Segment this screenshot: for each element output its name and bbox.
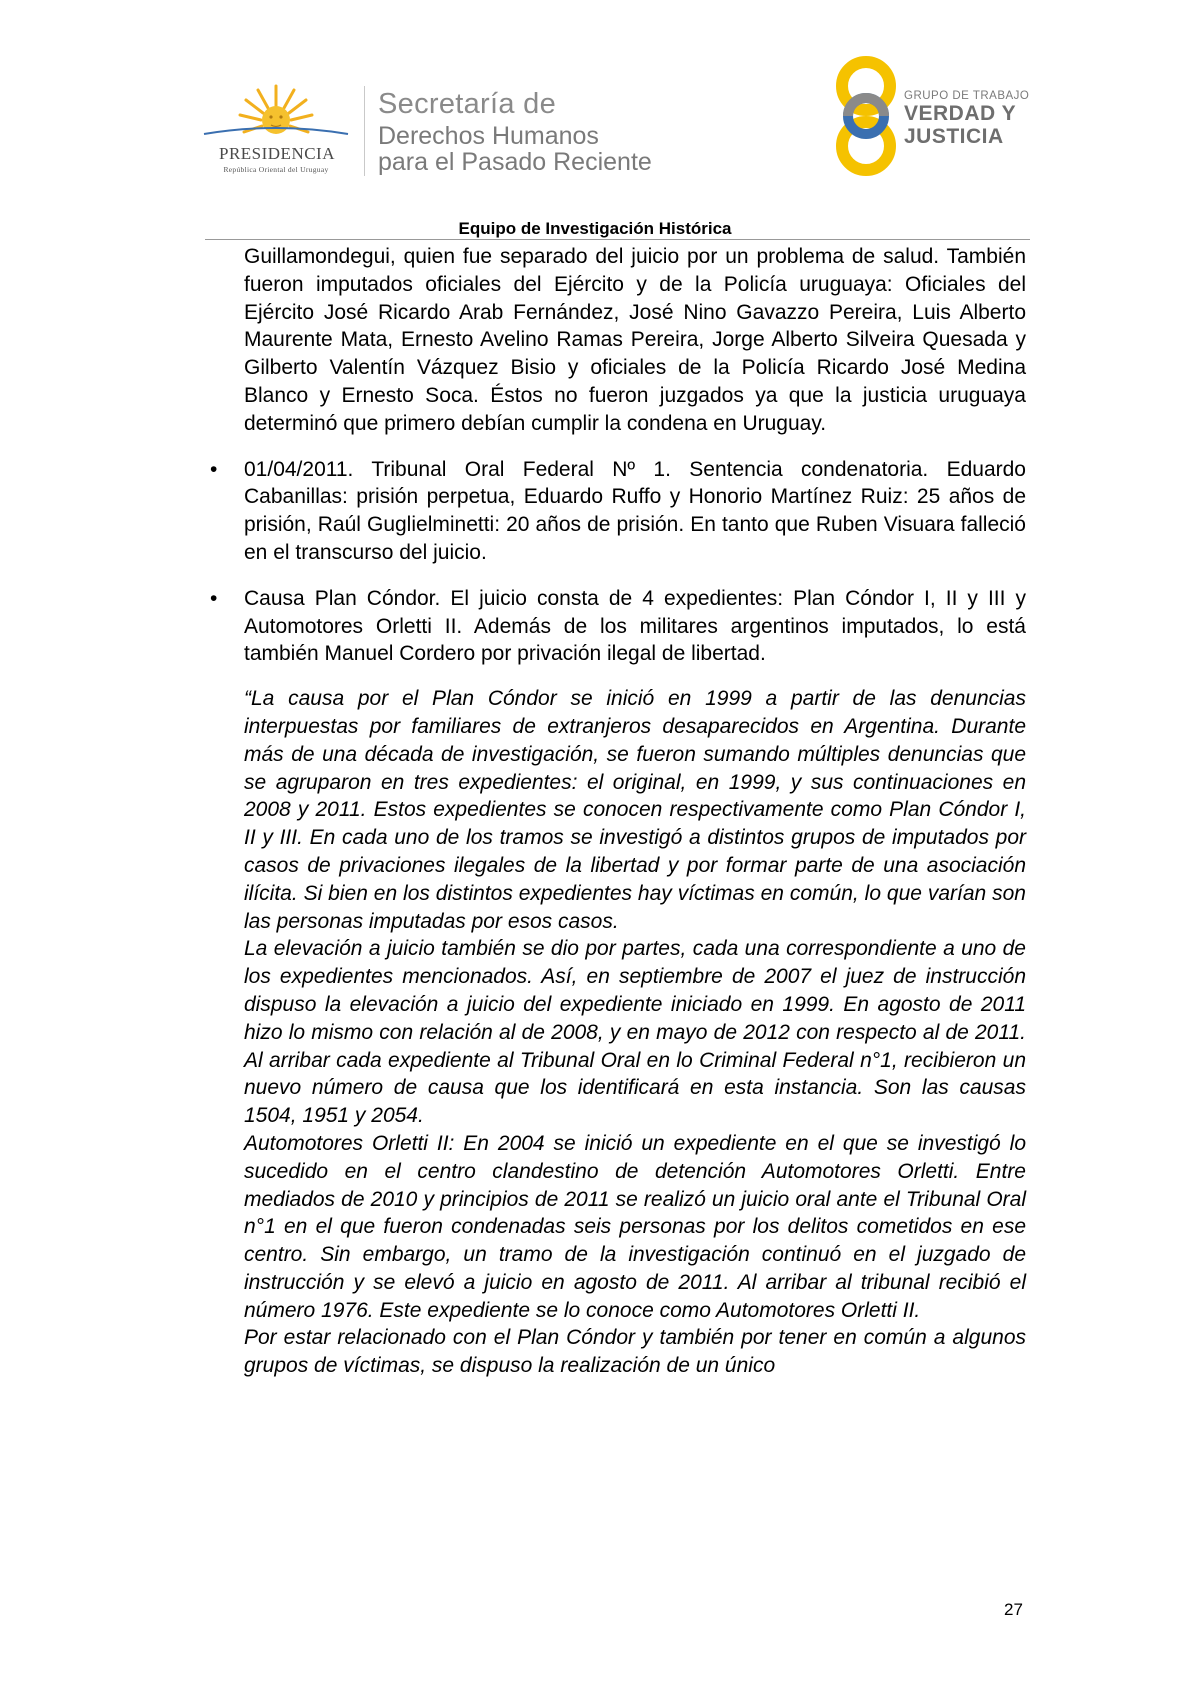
quote-paragraph: La elevación a juicio también se dio por partes, cada una correspondiente a uno de los expedientes mencionados. Así, en septiembre de 2007 el juez de instrucción dispuso la elevación a juicio del expediente iniciado en 1999. En agosto de 2011 hizo lo mismo con relación al de 2008, y en mayo de 2012 con respecto al de 2011. Al arribar cada expediente al Tribunal Oral en lo Criminal Federal n°1, recibieron un nuevo número de causa que los identificará en esta instancia. Son las causas 1504, 1951 y 2054. bbox=[244, 937, 1026, 1128]
quote-paragraph: Automotores Orletti II: En 2004 se inició un expediente en el que se investigó lo sucedido en el centro clandestino de detención Automotores Orletti. Entre mediados de 2010 y principios de 2011 se realizó un juicio oral ante el Tribunal Oral n°1 en el que fueron condenadas seis personas por los delitos cometidos en ese centro. Sin embargo, un tramo de la investigación continuó en el juzgado de instrucción y se elevó a juicio en agosto de 2011. Al arribar al tribunal recibió el número 1976. Este expediente se lo conoce como Automotores Orletti II. bbox=[244, 1131, 1026, 1322]
secretaria-line-2: Derechos Humanos bbox=[378, 122, 599, 150]
logo-divider bbox=[364, 86, 365, 176]
intro-paragraph: Guillamondegui, quien fue separado del juicio por un problema de salud. También fueron imputados oficiales del Ejército y de la Policía uruguaya: Oficiales del Ejército José Ricardo Arab Fernández, José Nino Gavazzo Pereira, Luis Alberto Maurente Mata, Ernesto Avelino Ramas Pereira, Jorge Alberto Silveira Quesada y Gilberto Valentín Vázquez Bisio y oficiales de la Policía Ricardo José Medina Blanco y Ernesto Soca. Éstos no fueron juzgados ya que la justicia uruguaya determinó que primero debían cumplir la condena en Uruguay. bbox=[244, 245, 1026, 435]
list-item bbox=[210, 585, 1026, 668]
bullet-icon: • bbox=[210, 586, 218, 610]
bullet-icon: • bbox=[210, 457, 218, 481]
secretaria-line-3: para el Pasado Reciente bbox=[378, 148, 652, 176]
presidencia-title: PRESIDENCIA bbox=[218, 144, 335, 163]
page-header bbox=[0, 0, 1190, 240]
page-number: 27 bbox=[1004, 1600, 1023, 1619]
grupo-title-line-2: JUSTICIA bbox=[904, 125, 1004, 148]
list-item-text: Causa Plan Cóndor. El juicio consta de 4 expedientes: Plan Cóndor I, II y III y Automotores Orletti II. Además de los militares argentinos imputados, lo está también Manuel Cordero por privación ilegal de libertad. bbox=[244, 586, 1026, 666]
page-body bbox=[210, 243, 1026, 1380]
team-heading: Equipo de Investigación Histórica bbox=[458, 219, 732, 238]
list-item-text: 01/04/2011. Tribunal Oral Federal Nº 1. Sentencia condenatoria. Eduardo Cabanillas: prisión perpetua, Eduardo Ruffo y Honorio Martínez Ruiz: 25 años de prisión, Raúl Guglielminetti: 20 años de prisión. En tanto que Ruben Visuara falleció en el transcurso del juicio. bbox=[244, 457, 1026, 564]
list-item bbox=[210, 456, 1026, 567]
header-rule bbox=[205, 239, 1030, 240]
secretaria-line-1: Secretaría de bbox=[378, 88, 556, 120]
quote-paragraph: Por estar relacionado con el Plan Cóndor y también por tener en común a algunos grupos de víctimas, se dispuso la realización de un único bbox=[244, 1326, 1026, 1378]
quote-paragraph: “La causa por el Plan Cóndor se inició en 1999 a partir de las denuncias interpuestas por familiares de extranjeros desaparecidos en Argentina. Durante más de una década de investigación, se fueron sumando múltiples denuncias que se agruparon en tres expedientes: el original, en 1999, y sus continuaciones en 2008 y 2011. Estos expedientes se conocen respectivamente como Plan Cóndor I, II y III. En cada uno de los tramos se investigó a distintos grupos de imputados por casos de privaciones ilegales de la libertad y por formar parte de una asociación ilícita. Si bien en los distintos expedientes hay víctimas en común, lo que varían son las personas imputadas por esos casos. bbox=[244, 687, 1026, 933]
grupo-title-line-1: VERDAD Y bbox=[904, 102, 1017, 125]
verdad-justicia-rings-logo bbox=[822, 52, 902, 180]
presidencia-subtitle: República Oriental del Uruguay bbox=[223, 165, 329, 174]
grupo-label: GRUPO DE TRABAJO bbox=[904, 90, 1030, 102]
block-quote bbox=[244, 685, 1026, 1380]
